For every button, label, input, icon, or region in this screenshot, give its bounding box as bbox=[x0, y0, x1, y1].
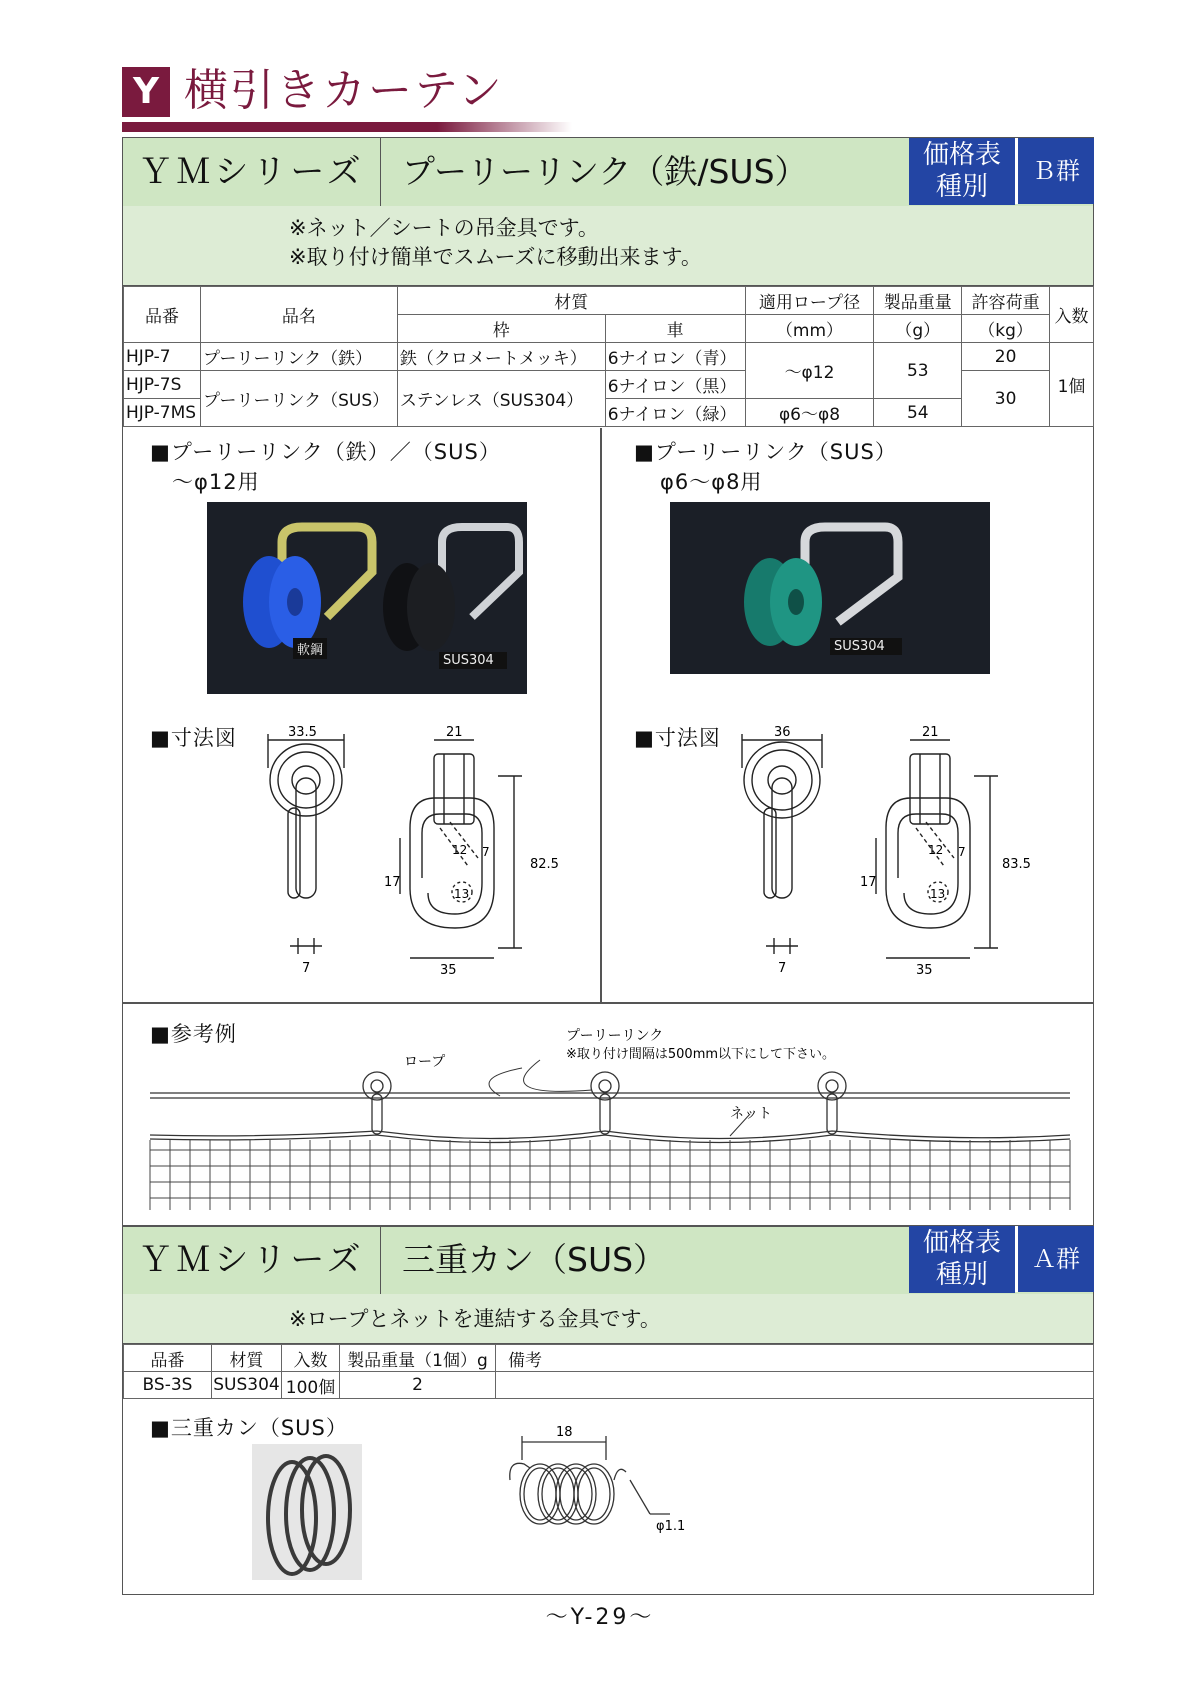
th-code: 品番 bbox=[124, 1345, 212, 1372]
cell-weight: 53 bbox=[874, 343, 962, 399]
usage-example-diagram bbox=[140, 1018, 1080, 1216]
price-label-line1: 価格表 bbox=[922, 1228, 1001, 1258]
th-frame: 枠 bbox=[397, 315, 605, 343]
th-weight-unit: （g） bbox=[874, 315, 962, 343]
cell-remark bbox=[496, 1372, 1094, 1399]
note-line: ※ロープとネットを連結する金具です。 bbox=[289, 1307, 661, 1331]
note-line: ※取り付け簡単でスムーズに移動出来ます。 bbox=[289, 245, 702, 269]
dimension-drawing-left bbox=[250, 718, 570, 998]
th-material: 材質 bbox=[397, 287, 745, 315]
cell-name: プーリーリンク（SUS） bbox=[200, 371, 397, 427]
product-photo-steel-sus bbox=[207, 502, 527, 694]
example-spacing-note: ※取り付け間隔は500mm以下にして下さい。 bbox=[566, 1047, 836, 1062]
example-title: ■参考例 bbox=[150, 1022, 237, 1046]
th-qty: 入数 bbox=[282, 1345, 340, 1372]
photo-caption-sus: SUS304 bbox=[830, 638, 902, 655]
section1-price-label bbox=[909, 138, 1015, 205]
section2-series: ＹＭシリーズ bbox=[123, 1226, 381, 1294]
cell-material: SUS304 bbox=[212, 1372, 282, 1399]
dim-width: 33.5 bbox=[288, 725, 317, 740]
photo-caption-sus: SUS304 bbox=[439, 652, 507, 669]
cell-code: HJP-7S bbox=[124, 371, 201, 399]
cell-weight: 54 bbox=[874, 399, 962, 427]
th-name: 品名 bbox=[200, 287, 397, 343]
cell-name: プーリーリンク（鉄） bbox=[200, 343, 397, 371]
th-rope-unit: （mm） bbox=[745, 315, 874, 343]
dim-height: 83.5 bbox=[1002, 857, 1031, 872]
triple-ring-photo bbox=[252, 1444, 362, 1580]
section1-example-divider bbox=[123, 1002, 1093, 1004]
dim-bottom: 35 bbox=[440, 963, 457, 978]
dim-gap: 7 bbox=[778, 961, 787, 976]
dimension-title-left: ■寸法図 bbox=[150, 726, 237, 750]
example-pulley-label: プーリーリンク bbox=[566, 1028, 664, 1044]
cell-load: 20 bbox=[962, 343, 1050, 371]
th-weight: 製品重量（1個）g bbox=[340, 1345, 496, 1372]
cell-wheel: 6ナイロン（緑） bbox=[605, 399, 745, 427]
right-product-subtitle: φ6～φ8用 bbox=[660, 470, 763, 494]
section1-price-group: Ｂ群 bbox=[1015, 138, 1094, 204]
section2-notes bbox=[123, 1294, 1093, 1344]
dim-width: 36 bbox=[774, 725, 791, 740]
section2-price-label bbox=[909, 1226, 1015, 1293]
photo-caption-steel: 軟鋼 bbox=[293, 638, 327, 659]
dim-offset: 7 bbox=[482, 845, 490, 859]
dim-gap: 7 bbox=[302, 961, 311, 976]
cell-weight: 2 bbox=[340, 1372, 496, 1399]
dim-top: 21 bbox=[922, 725, 939, 740]
section1-notes bbox=[123, 206, 1093, 286]
cell-code: BS-3S bbox=[124, 1372, 212, 1399]
section1-spec-table bbox=[123, 286, 1094, 427]
dim-diameter-1: 12 bbox=[928, 843, 944, 857]
th-qty: 入数 bbox=[1050, 287, 1094, 343]
dimension-drawing-right bbox=[726, 718, 1046, 998]
price-label-line2: 種別 bbox=[935, 172, 988, 202]
section1-column-divider bbox=[600, 428, 602, 1002]
section1-product-name: プーリーリンク（鉄/SUS） bbox=[402, 152, 808, 191]
th-rope: 適用ロープ径 bbox=[745, 287, 874, 315]
note-line: ※ネット／シートの吊金具です。 bbox=[289, 216, 599, 240]
category-badge: Y bbox=[122, 67, 170, 117]
cell-wheel: 6ナイロン（青） bbox=[605, 343, 745, 371]
page-number: ～Y-29～ bbox=[545, 1605, 655, 1630]
dim-diameter-1: 12 bbox=[452, 843, 468, 857]
dim-diameter-2: 13 bbox=[454, 887, 470, 901]
dim-height: 82.5 bbox=[530, 857, 559, 872]
section2-product-title: ■三重カン（SUS） bbox=[150, 1416, 348, 1440]
ring-wire-dim: φ1.1 bbox=[656, 1519, 686, 1534]
dim-side: 17 bbox=[860, 875, 877, 890]
title-rule bbox=[122, 122, 572, 132]
dimension-title-right: ■寸法図 bbox=[634, 726, 721, 750]
th-load: 許容荷重 bbox=[962, 287, 1050, 315]
page-title: 横引きカーテン bbox=[184, 65, 504, 116]
dim-diameter-2: 13 bbox=[930, 887, 946, 901]
cell-frame: ステンレス（SUS304） bbox=[397, 371, 605, 427]
price-label-line2: 種別 bbox=[935, 1260, 988, 1290]
left-product-title: ■プーリーリンク（鉄）／（SUS） bbox=[150, 440, 501, 464]
th-material: 材質 bbox=[212, 1345, 282, 1372]
dim-bottom: 35 bbox=[916, 963, 933, 978]
example-rope-label: ロープ bbox=[404, 1054, 446, 1070]
th-remark: 備考 bbox=[496, 1345, 1094, 1372]
cell-rope: ～φ12 bbox=[745, 343, 874, 399]
th-weight: 製品重量 bbox=[874, 287, 962, 315]
section2-product-name: 三重カン（SUS） bbox=[402, 1240, 667, 1279]
dim-top: 21 bbox=[446, 725, 463, 740]
cell-qty: 1個 bbox=[1050, 343, 1094, 427]
section2-spec-table bbox=[123, 1344, 1094, 1399]
th-load-unit: （kg） bbox=[962, 315, 1050, 343]
cell-frame: 鉄（クロメートメッキ） bbox=[397, 343, 605, 371]
cell-load: 30 bbox=[962, 371, 1050, 427]
dim-offset: 7 bbox=[958, 845, 966, 859]
section2-price-group: Ａ群 bbox=[1015, 1226, 1094, 1292]
cell-qty: 100個 bbox=[282, 1372, 340, 1399]
example-net-label: ネット bbox=[730, 1106, 772, 1122]
cell-wheel: 6ナイロン（黒） bbox=[605, 371, 745, 399]
th-wheel: 車 bbox=[605, 315, 745, 343]
triple-ring-drawing bbox=[500, 1420, 720, 1550]
ring-width-dim: 18 bbox=[556, 1425, 573, 1440]
left-product-subtitle: ～φ12用 bbox=[172, 470, 260, 494]
cell-code: HJP-7MS bbox=[124, 399, 201, 427]
right-product-title: ■プーリーリンク（SUS） bbox=[634, 440, 897, 464]
product-photo-sus bbox=[670, 502, 990, 674]
th-code: 品番 bbox=[124, 287, 201, 343]
section1-series: ＹＭシリーズ bbox=[123, 138, 381, 206]
cell-rope: φ6～φ8 bbox=[745, 399, 874, 427]
cell-code: HJP-7 bbox=[124, 343, 201, 371]
dim-side: 17 bbox=[384, 875, 401, 890]
price-label-line1: 価格表 bbox=[922, 140, 1001, 170]
